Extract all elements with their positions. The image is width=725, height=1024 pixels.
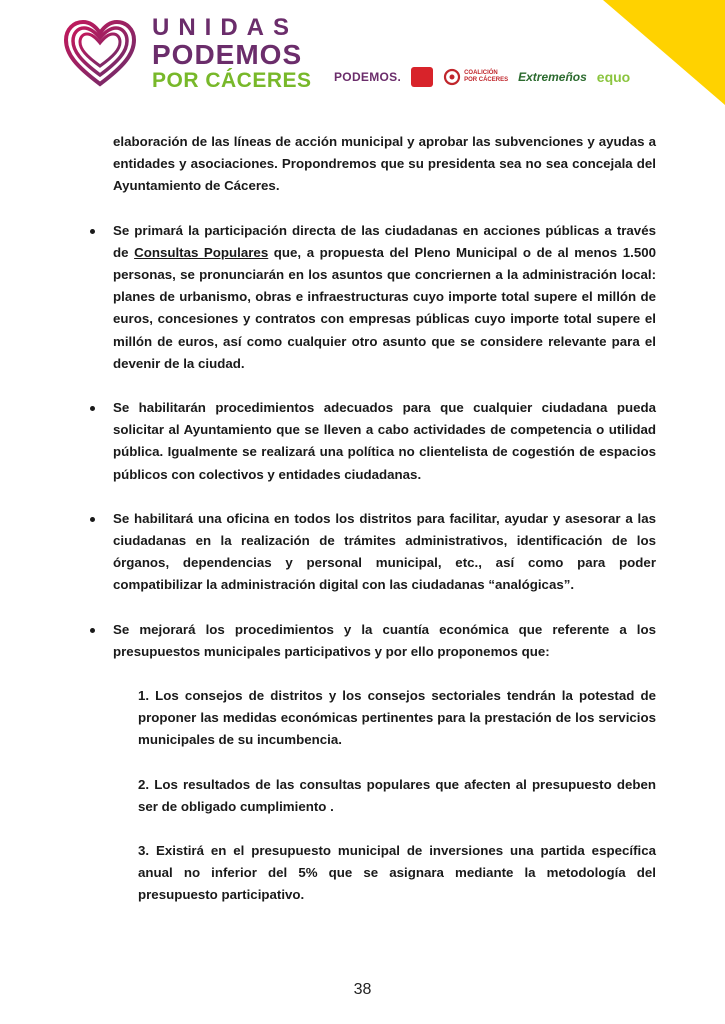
coalicion-line1: COALICIÓN xyxy=(464,70,498,77)
bullet1-underlined: Consultas Populares xyxy=(134,244,269,260)
logo-line-podemos: PODEMOS xyxy=(152,39,303,70)
coalicion-circle-icon xyxy=(443,68,461,86)
bullet-procedimientos: Se habilitarán procedimientos adecuados para que cualquier ciudadana pueda solicitar al Ayuntamiento que se lleven a cabo actividades de competencia o utilidad pública. Igualmente se realizará una política no clientelista de cogestión de espacios públicos con colectivos y entidades ciudadanas. xyxy=(113,397,656,486)
partner-logos xyxy=(334,66,630,88)
coalicion-line2: POR CÁCERES xyxy=(464,77,509,83)
bullet1-text-before: Se primará la participación directa de las ciudadanas en acciones públicas a través de xyxy=(113,222,656,260)
bullet-oficina-distritos: Se habilitará una oficina en todos los distritos para facilitar, ayudar y asesorar a las ciudadanas en la realización de trámites administrativos, identificación de los órganos, dependencias y personal municipal, etc., así como para poder compatibilizar la administración digital con las ciudadanas “analógicas”. xyxy=(113,508,656,597)
bullet1-text-after: que, a propuesta del Pleno Municipal o de al menos 1.500 personas, se pronunciarán en los asuntos que concriernen a la administración local: planes de urbanismo, obras e infraestructuras cuyo importe total supere el millón de euros, concesiones y contratos con empresas públicas cuyo importe total supere el millón de euros, así como cualquier otro asunto que se considere relevante para el devenir de la ciudad. xyxy=(113,244,657,371)
logo-line-unidas: UNIDAS xyxy=(152,14,299,41)
numbered-item-2: 2. Los resultados de las consultas populares que afecten al presupuesto deben ser de obligado cumplimiento . xyxy=(138,776,656,814)
heart-logo-icon xyxy=(62,18,138,90)
logo-line-por-caceres: POR CÁCERES xyxy=(152,69,312,92)
coalicion-logo xyxy=(443,68,508,86)
numbered-item-3: 3. Existirá en el presupuesto municipal de inversiones una partida específica anual no inferior del 5% que se asignara mediante la metodología del presupuesto participativo. xyxy=(138,843,656,903)
iu-logo-icon xyxy=(411,67,433,87)
equo-logo: equo xyxy=(596,69,631,85)
podemos-logo: PODEMOS. xyxy=(334,70,402,84)
page-number: 38 xyxy=(353,981,372,998)
corner-accent xyxy=(603,0,725,105)
bullet-consultas-populares xyxy=(113,220,656,375)
intro-paragraph: elaboración de las líneas de acción municipal y aprobar las subvenciones y ayudas a entidades y asociaciones. Propondremos que su presidenta sea no sea concejala del Ayuntamiento de Cáceres. xyxy=(113,134,656,194)
numbered-item-1: 1. Los consejos de distritos y los consejos sectoriales tendrán la potestad de proponer las medidas económicas pertinentes para la prestación de los servicios municipales de su incumbencia. xyxy=(138,688,656,748)
extremenos-logo: Extremeños xyxy=(518,70,587,84)
bullet-presupuestos: Se mejorará los procedimientos y la cuantía económica que referente a los presupuestos municipales participativos y por ello proponemos que: xyxy=(113,619,656,663)
document-body xyxy=(113,131,656,907)
brand-wordmark xyxy=(152,16,312,91)
